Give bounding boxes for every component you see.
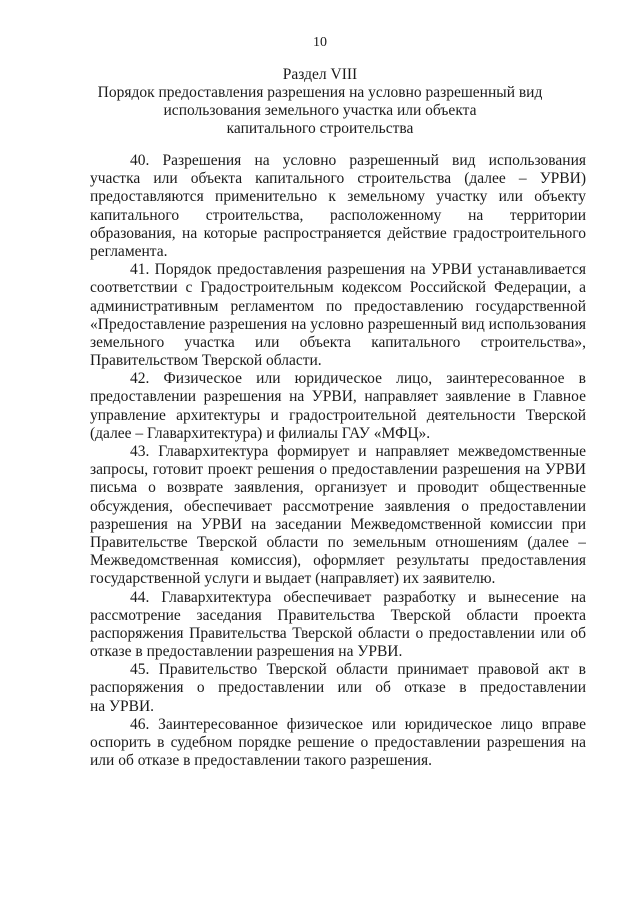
- paragraph-line: управление архитектуры и градостроительной деятельности Тверской: [90, 406, 586, 424]
- paragraph-line: участка или объекта капитального строительства (далее – УРВИ): [90, 170, 586, 188]
- paragraph-45: [90, 661, 586, 716]
- page-number: 10: [313, 35, 327, 50]
- paragraph-line: распоряжения Правительства Тверской области о предоставлении или об: [90, 624, 586, 642]
- paragraph-line: регламента.: [90, 242, 168, 260]
- paragraph-line: Межведомственная комиссия), оформляет результаты предоставления: [90, 552, 586, 570]
- paragraph-46: [90, 716, 586, 771]
- paragraph-line: 46. Заинтересованное физическое или юридическое лицо вправе: [130, 715, 586, 733]
- paragraph-line: 42. Физическое или юридическое лицо, заинтересованное в: [130, 370, 586, 388]
- paragraph-line: 45. Правительство Тверской области принимает правовой акт в: [130, 661, 586, 679]
- paragraph-line: оспорить в судебном порядке решение о предоставлении разрешения на: [90, 734, 586, 751]
- paragraph-44: [90, 589, 586, 662]
- paragraph-line: на УРВИ.: [90, 697, 155, 715]
- paragraph-line: предоставлении разрешения на УРВИ, направляет заявление в Главное: [90, 388, 586, 406]
- paragraph-line: (далее – Главархитектура) и филиалы ГАУ «МФЦ».: [90, 424, 431, 442]
- section-title-line: Порядок предоставления разрешения на условно разрешенный вид: [97, 84, 543, 101]
- paragraph-line: 44. Главархитектура обеспечивает разработку и вынесение на: [130, 588, 586, 606]
- paragraph-42: [90, 370, 586, 443]
- paragraph-line: 43. Главархитектура формирует и направляет межведомственные: [130, 443, 586, 460]
- paragraph-line: 41. Порядок предоставления разрешения на УРВИ устанавливается: [130, 261, 586, 279]
- paragraph-40: [90, 152, 586, 261]
- paragraph-line: рассмотрение заседания Правительства Тверской области проекта: [90, 606, 586, 624]
- paragraph-line: запросы, готовит проект решения о предоставлении разрешения на УРВИ: [90, 461, 586, 479]
- section-label: Раздел VIII: [282, 66, 358, 83]
- paragraph-line: соответствии с Градостроительным кодексом Российской Федерации, а: [90, 279, 586, 297]
- paragraph-line: административным регламентом по предоставлению государственной: [90, 297, 586, 315]
- paragraph-line: разрешения на УРВИ на заседании Межведомственной комиссии при: [90, 515, 586, 533]
- paragraph-43: [90, 443, 586, 589]
- paragraph-line: государственной услуги и выдает (направляет) их заявителю.: [90, 570, 496, 588]
- paragraph-line: «Предоставление разрешения на условно разрешенный вид использования: [90, 315, 586, 333]
- paragraph-line: отказе в предоставлении разрешения на УРВИ.: [90, 643, 403, 661]
- paragraph-41: [90, 261, 586, 370]
- paragraph-line: земельного участка или объекта капитального строительства»,: [90, 333, 586, 351]
- paragraph-line: или об отказе в предоставлении такого разрешения.: [90, 752, 432, 770]
- paragraph-line: Правительством Тверской области.: [90, 352, 322, 370]
- section-title-line: капитального строительства: [226, 120, 414, 137]
- paragraph-line: обсуждения, обеспечивает рассмотрение заявления о предоставлении: [90, 497, 586, 515]
- paragraph-line: образования, на которые распространяется действие градостроительного: [90, 224, 586, 242]
- paragraph-line: предоставляются применительно к земельному участку или объекту: [90, 188, 586, 206]
- section-header: [90, 66, 550, 138]
- paragraph-line: распоряжения о предоставлении или об отказе в предоставлении: [90, 679, 586, 697]
- paragraph-line: 40. Разрешения на условно разрешенный вид использования: [130, 152, 586, 169]
- document-body: [90, 152, 586, 770]
- section-title-line: использования земельного участка или объекта: [163, 102, 477, 119]
- paragraph-line: капитального строительства, расположенному на территории: [90, 206, 586, 224]
- paragraph-line: Правительстве Тверской области по земельным отношениям (далее –: [90, 533, 586, 551]
- paragraph-line: письма о возврате заявления, организует и проводит общественные: [90, 479, 586, 497]
